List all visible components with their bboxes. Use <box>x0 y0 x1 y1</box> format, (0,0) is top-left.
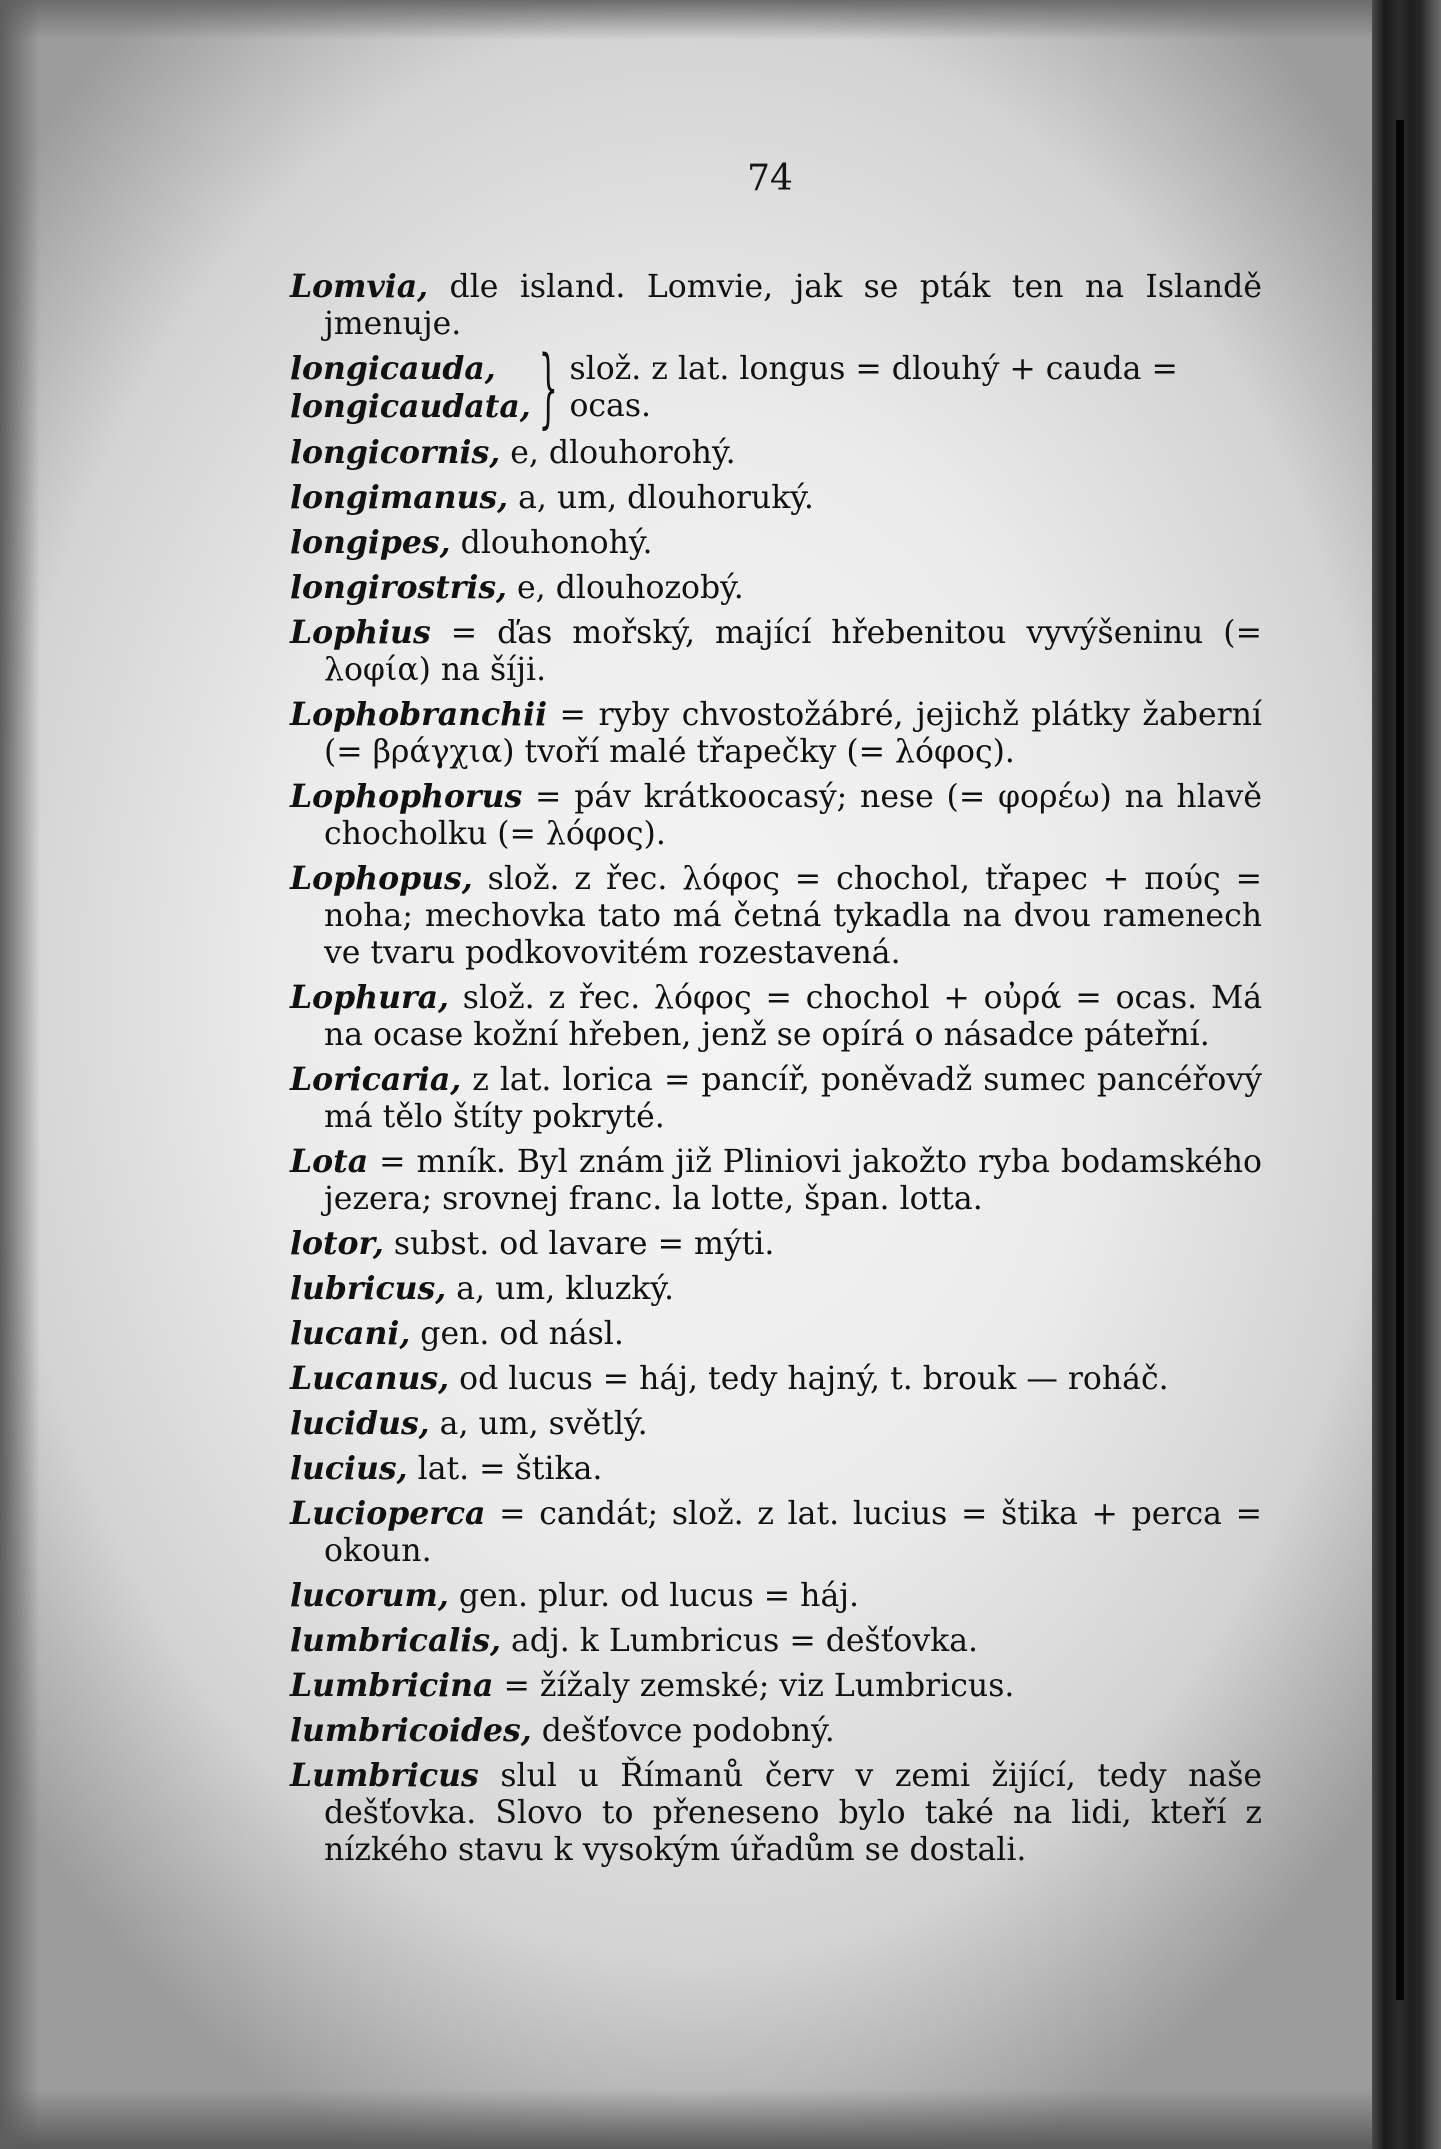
entry-headword: lotor, <box>290 1225 384 1262</box>
entry-headword: Lophopus, <box>290 860 473 897</box>
entry-headword: longicornis, <box>290 434 501 471</box>
entry-headword: lubricus, <box>290 1270 447 1307</box>
dictionary-entry <box>290 1622 1262 1660</box>
dictionary-entry <box>290 479 1262 517</box>
dictionary-entry <box>290 1577 1262 1615</box>
entry-text: dle island. Lomvie, jak se pták ten na Islandě jmenuje. <box>324 269 1262 342</box>
entry-headword: Lophobranchii <box>290 696 548 733</box>
entry-text: a, um, kluzký. <box>446 1271 675 1307</box>
dictionary-entry <box>290 1270 1262 1308</box>
dictionary-entry <box>290 1757 1262 1869</box>
entry-text: od lucus = háj, tedy hajný, t. brouk — roháč. <box>449 1361 1169 1397</box>
dictionary-entry <box>290 1061 1262 1136</box>
entry-headword: longimanus, <box>290 479 509 516</box>
dictionary-entry <box>290 569 1262 607</box>
dictionary-entries <box>290 268 1262 1876</box>
entry-text: = páv krátkoocasý; nese (= φορέω) na hlavě chocholku (= λόφος). <box>324 779 1262 852</box>
entry-text: dešťovce podobný. <box>531 1713 835 1749</box>
dictionary-entry <box>290 979 1262 1054</box>
entry-headword: Lumbricus <box>290 1757 479 1794</box>
dictionary-entry <box>290 1712 1262 1750</box>
entry-text: slož. z řec. λόφος = chochol + οὐρά = ocas. Má na ocase kožní hřeben, jenž se opírá o násadce páteřní. <box>324 980 1262 1053</box>
entry-text: subst. od lavare = mýti. <box>383 1226 775 1262</box>
entry-headword: Lophophorus <box>290 778 523 815</box>
dictionary-entry <box>290 1315 1262 1353</box>
dictionary-entry <box>290 1450 1262 1488</box>
entry-headword: longipes, <box>290 524 451 561</box>
entry-text: e, dlouhozobý. <box>507 570 744 606</box>
page-shadow-left <box>0 0 40 2149</box>
entry-text: a, um, světlý. <box>429 1406 648 1442</box>
book-spine-edge <box>1396 120 1404 2000</box>
entry-headword: Lota <box>290 1143 369 1180</box>
entry-text: a, um, dlouhoruký. <box>508 480 814 516</box>
entry-text: lat. = štika. <box>407 1451 603 1487</box>
entry-text: adj. k Lumbricus = dešťovka. <box>501 1623 979 1659</box>
braced-headwords <box>290 350 531 426</box>
entry-headword: Lophius <box>290 614 431 651</box>
page-shadow-top <box>0 0 1441 40</box>
entry-text: = ďas mořský, mající hřebenitou vyvýšeninu (= λοφία) na šíji. <box>324 615 1262 688</box>
dictionary-entry <box>290 778 1262 853</box>
entry-headword: longicauda, <box>290 350 496 387</box>
dictionary-entry <box>290 268 1262 343</box>
entry-headword: Lumbricina <box>290 1667 494 1704</box>
entry-headword: lucidus, <box>290 1405 430 1442</box>
curly-brace-icon: } <box>538 338 558 438</box>
entry-headword: Lucioperca <box>290 1495 486 1532</box>
dictionary-entry <box>290 1495 1262 1570</box>
entry-text: = ryby chvostožábré, jejichž plátky žaberní (= βράγχια) tvoří malé třapečky (= λόφος). <box>324 697 1262 770</box>
entry-headword: lucius, <box>290 1450 408 1487</box>
dictionary-entry <box>290 524 1262 562</box>
entry-text: dlouhonohý. <box>450 525 653 561</box>
dictionary-entry <box>290 1143 1262 1218</box>
dictionary-entry <box>290 1405 1262 1443</box>
entry-text: gen. od násl. <box>410 1316 624 1352</box>
entry-text: z lat. lorica = pancíř, poněvadž sumec pancéřový má tělo štíty pokryté. <box>324 1062 1262 1135</box>
entry-text: = candát; slož. z lat. lucius = štika + perca = okoun. <box>324 1496 1262 1569</box>
entry-headword: longirostris, <box>290 569 508 606</box>
entry-headword: lucorum, <box>290 1577 449 1614</box>
entry-text: slož. z lat. longus = dlouhý + cauda = ocas. <box>569 351 1178 424</box>
page-number: 74 <box>747 158 793 199</box>
entry-text: slož. z řec. λόφος = chochol, třapec + πούς = noha; mechovka tato má četná tykadla na dvou ramenech ve tvaru podkovovitém rozestavená. <box>324 861 1262 971</box>
dictionary-entry-braced <box>290 338 1262 438</box>
dictionary-entry <box>290 1360 1262 1398</box>
entry-headword: Loricaria, <box>290 1061 462 1098</box>
entry-headword: Lophura, <box>290 979 449 1016</box>
dictionary-entry <box>290 860 1262 972</box>
dictionary-entry <box>290 696 1262 771</box>
entry-headword: Lomvia, <box>290 268 429 305</box>
entry-headword: Lucanus, <box>290 1360 450 1397</box>
dictionary-entry <box>290 614 1262 689</box>
entry-headword: longicaudata, <box>290 388 531 425</box>
dictionary-entry <box>290 1667 1262 1705</box>
entry-text: gen. plur. od lucus = háj. <box>448 1578 860 1614</box>
entry-text: e, dlouhorohý. <box>500 435 736 471</box>
entry-headword: lumbricalis, <box>290 1622 502 1659</box>
book-spine-highlight <box>1410 0 1441 2149</box>
dictionary-entry <box>290 434 1262 472</box>
entry-headword: lumbricoides, <box>290 1712 532 1749</box>
dictionary-entry <box>290 1225 1262 1263</box>
entry-text: slul u Římanů červ v zemi žijící, tedy naše dešťovka. Slovo to přeneseno bylo také na lidi, kteří z nízkého stavu k vysokým úřadům se dostali. <box>324 1758 1262 1868</box>
entry-headword: lucani, <box>290 1315 411 1352</box>
entry-text: = žížaly zemské; viz Lumbricus. <box>493 1668 1015 1704</box>
entry-text: = mník. Byl znám již Pliniovi jakožto ryba bodamského jezera; srovnej franc. la lotte, špan. lotta. <box>324 1144 1262 1217</box>
page-shadow-bottom <box>0 2089 1441 2149</box>
